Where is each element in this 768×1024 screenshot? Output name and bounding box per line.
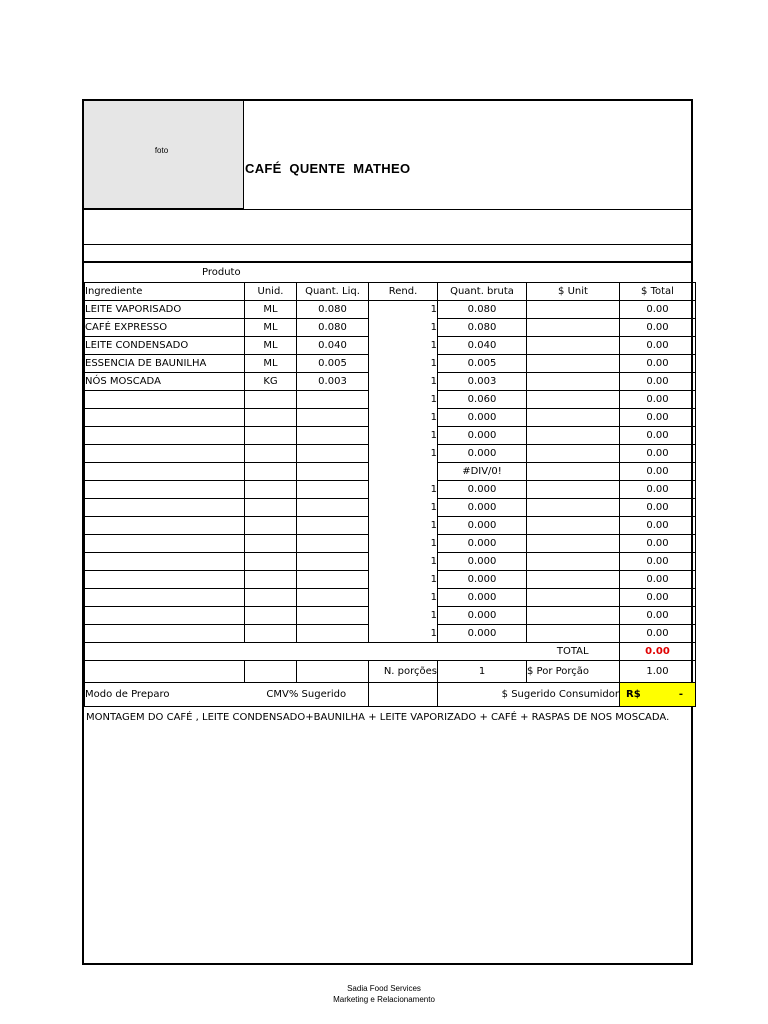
recipe-title: CAFÉ QUENTE MATHEO bbox=[245, 161, 411, 176]
rend-cell: 1 bbox=[369, 553, 438, 571]
total-cell: 0.00 bbox=[620, 427, 696, 445]
rend-cell: 1 bbox=[369, 319, 438, 337]
quant-liq-cell: 0.040 bbox=[297, 337, 369, 355]
quant-bruta-cell: 0.000 bbox=[438, 517, 527, 535]
unid-cell bbox=[245, 571, 297, 589]
rend-cell: 1 bbox=[369, 445, 438, 463]
recipe-sheet bbox=[82, 99, 693, 965]
unit-price-cell bbox=[527, 355, 620, 373]
col-header-unit-price: $ Unit bbox=[527, 283, 620, 301]
unit-price-cell bbox=[527, 607, 620, 625]
total-cell: 0.00 bbox=[620, 319, 696, 337]
col-header-unid: Unid. bbox=[245, 283, 297, 301]
quant-bruta-cell: 0.040 bbox=[438, 337, 527, 355]
total-value: 0.00 bbox=[620, 643, 696, 661]
table-header-row bbox=[85, 283, 696, 301]
quant-liq-cell: 0.080 bbox=[297, 319, 369, 337]
porcoes-value: 1 bbox=[438, 661, 527, 683]
unit-price-cell bbox=[527, 319, 620, 337]
total-cell: 0.00 bbox=[620, 337, 696, 355]
porcoes-label: N. porções bbox=[369, 661, 438, 683]
unit-price-cell bbox=[527, 589, 620, 607]
table-row bbox=[85, 301, 696, 319]
quant-liq-cell bbox=[297, 481, 369, 499]
total-cell: 0.00 bbox=[620, 391, 696, 409]
total-cell: 0.00 bbox=[620, 535, 696, 553]
por-porcao-value: 1.00 bbox=[620, 661, 696, 683]
quant-liq-cell: 0.080 bbox=[297, 301, 369, 319]
table-row bbox=[85, 409, 696, 427]
cmv-label: CMV% Sugerido bbox=[245, 683, 369, 707]
col-header-quant-bruta: Quant. bruta bbox=[438, 283, 527, 301]
quant-liq-cell bbox=[297, 427, 369, 445]
quant-bruta-cell: 0.080 bbox=[438, 301, 527, 319]
ingrediente-cell bbox=[85, 607, 245, 625]
unid-cell: KG bbox=[245, 373, 297, 391]
sugerido-value-cell bbox=[620, 683, 696, 707]
total-label: TOTAL bbox=[527, 643, 620, 661]
unid-cell bbox=[245, 481, 297, 499]
table-row bbox=[85, 517, 696, 535]
total-cell: 0.00 bbox=[620, 553, 696, 571]
ingrediente-cell bbox=[85, 589, 245, 607]
quant-bruta-cell: 0.080 bbox=[438, 319, 527, 337]
total-cell: 0.00 bbox=[620, 625, 696, 643]
unit-price-cell bbox=[527, 625, 620, 643]
ingrediente-cell: CAFÉ EXPRESSO bbox=[85, 319, 245, 337]
quant-liq-cell bbox=[297, 445, 369, 463]
modo-label: Modo de Preparo bbox=[85, 683, 245, 707]
quant-liq-cell bbox=[297, 589, 369, 607]
rend-cell: 1 bbox=[369, 409, 438, 427]
quant-bruta-cell: 0.000 bbox=[438, 625, 527, 643]
unid-cell bbox=[245, 427, 297, 445]
table-row bbox=[85, 427, 696, 445]
quant-bruta-cell: 0.000 bbox=[438, 553, 527, 571]
col-header-quant-liq: Quant. Liq. bbox=[297, 283, 369, 301]
table-row bbox=[85, 499, 696, 517]
unid-cell bbox=[245, 535, 297, 553]
photo-label: foto bbox=[154, 146, 169, 155]
total-cell: 0.00 bbox=[620, 355, 696, 373]
table-row bbox=[85, 571, 696, 589]
rend-cell: 1 bbox=[369, 625, 438, 643]
unit-price-cell bbox=[527, 517, 620, 535]
total-cell: 0.00 bbox=[620, 517, 696, 535]
divider bbox=[84, 209, 691, 210]
rend-cell: 1 bbox=[369, 535, 438, 553]
rend-cell: 1 bbox=[369, 427, 438, 445]
quant-liq-cell bbox=[297, 571, 369, 589]
rend-cell: 1 bbox=[369, 301, 438, 319]
ingrediente-cell bbox=[85, 463, 245, 481]
unid-cell bbox=[245, 499, 297, 517]
col-header-total: $ Total bbox=[620, 283, 696, 301]
divider bbox=[84, 261, 691, 263]
ingrediente-cell bbox=[85, 391, 245, 409]
quant-bruta-cell: 0.000 bbox=[438, 607, 527, 625]
quant-bruta-cell: 0.000 bbox=[438, 499, 527, 517]
quant-bruta-cell: #DIV/0! bbox=[438, 463, 527, 481]
unid-cell: ML bbox=[245, 337, 297, 355]
photo-placeholder bbox=[84, 101, 244, 209]
quant-liq-cell bbox=[297, 409, 369, 427]
quant-bruta-cell: 0.000 bbox=[438, 409, 527, 427]
table-row bbox=[85, 607, 696, 625]
ingrediente-cell: LEITE VAPORISADO bbox=[85, 301, 245, 319]
table-row bbox=[85, 481, 696, 499]
unit-price-cell bbox=[527, 301, 620, 319]
unid-cell bbox=[245, 409, 297, 427]
unid-cell: ML bbox=[245, 355, 297, 373]
unit-price-cell bbox=[527, 499, 620, 517]
table-row bbox=[85, 445, 696, 463]
table-row bbox=[85, 391, 696, 409]
unit-price-cell bbox=[527, 427, 620, 445]
unid-cell bbox=[245, 445, 297, 463]
rend-cell: 1 bbox=[369, 517, 438, 535]
ingrediente-cell bbox=[85, 481, 245, 499]
quant-liq-cell bbox=[297, 499, 369, 517]
ingrediente-cell bbox=[85, 499, 245, 517]
total-cell: 0.00 bbox=[620, 301, 696, 319]
rend-cell: 1 bbox=[369, 337, 438, 355]
rend-cell: 1 bbox=[369, 481, 438, 499]
quant-bruta-cell: 0.000 bbox=[438, 445, 527, 463]
unit-price-cell bbox=[527, 391, 620, 409]
quant-bruta-cell: 0.000 bbox=[438, 481, 527, 499]
porcoes-row bbox=[85, 661, 696, 683]
currency-label: R$ bbox=[626, 689, 641, 700]
unit-price-cell bbox=[527, 337, 620, 355]
total-cell: 0.00 bbox=[620, 607, 696, 625]
produto-label: Produto bbox=[202, 267, 241, 278]
sugerido-value: - bbox=[678, 689, 683, 700]
unid-cell: ML bbox=[245, 319, 297, 337]
rend-cell: 1 bbox=[369, 571, 438, 589]
unit-price-cell bbox=[527, 373, 620, 391]
quant-liq-cell bbox=[297, 607, 369, 625]
ingrediente-cell bbox=[85, 445, 245, 463]
unid-cell: ML bbox=[245, 301, 297, 319]
quant-liq-cell bbox=[297, 391, 369, 409]
rend-cell: 1 bbox=[369, 499, 438, 517]
modo-row bbox=[85, 683, 696, 707]
unid-cell bbox=[245, 589, 297, 607]
quant-liq-cell: 0.003 bbox=[297, 373, 369, 391]
unid-cell bbox=[245, 463, 297, 481]
ingrediente-cell: LEITE CONDENSADO bbox=[85, 337, 245, 355]
ingrediente-cell bbox=[85, 427, 245, 445]
rend-cell bbox=[369, 463, 438, 481]
table-row bbox=[85, 373, 696, 391]
unid-cell bbox=[245, 625, 297, 643]
quant-liq-cell bbox=[297, 463, 369, 481]
quant-bruta-cell: 0.005 bbox=[438, 355, 527, 373]
quant-bruta-cell: 0.003 bbox=[438, 373, 527, 391]
ingrediente-cell bbox=[85, 535, 245, 553]
footer-company: Sadia Food Services bbox=[347, 984, 421, 993]
quant-bruta-cell: 0.000 bbox=[438, 589, 527, 607]
total-cell: 0.00 bbox=[620, 589, 696, 607]
table-row bbox=[85, 535, 696, 553]
quant-bruta-cell: 0.000 bbox=[438, 427, 527, 445]
total-cell: 0.00 bbox=[620, 373, 696, 391]
quant-liq-cell: 0.005 bbox=[297, 355, 369, 373]
quant-bruta-cell: 0.000 bbox=[438, 571, 527, 589]
col-header-rend: Rend. bbox=[369, 283, 438, 301]
quant-bruta-cell: 0.000 bbox=[438, 535, 527, 553]
rend-cell: 1 bbox=[369, 373, 438, 391]
total-cell: 0.00 bbox=[620, 409, 696, 427]
por-porcao-label: $ Por Porção bbox=[527, 661, 620, 683]
table-row bbox=[85, 319, 696, 337]
unit-price-cell bbox=[527, 445, 620, 463]
footer-department: Marketing e Relacionamento bbox=[333, 995, 435, 1004]
footer bbox=[0, 983, 768, 1005]
col-header-ingrediente: Ingrediente bbox=[85, 283, 245, 301]
total-cell: 0.00 bbox=[620, 571, 696, 589]
unid-cell bbox=[245, 607, 297, 625]
rend-cell: 1 bbox=[369, 391, 438, 409]
rend-cell: 1 bbox=[369, 607, 438, 625]
ingrediente-cell bbox=[85, 409, 245, 427]
ingrediente-cell bbox=[85, 517, 245, 535]
total-cell: 0.00 bbox=[620, 481, 696, 499]
unit-price-cell bbox=[527, 463, 620, 481]
table-row bbox=[85, 553, 696, 571]
ingrediente-cell bbox=[85, 553, 245, 571]
rend-cell: 1 bbox=[369, 355, 438, 373]
ingredients-table bbox=[84, 282, 696, 707]
table-row bbox=[85, 355, 696, 373]
total-cell: 0.00 bbox=[620, 463, 696, 481]
quant-liq-cell bbox=[297, 553, 369, 571]
table-row bbox=[85, 463, 696, 481]
unit-price-cell bbox=[527, 553, 620, 571]
unid-cell bbox=[245, 553, 297, 571]
table-row bbox=[85, 589, 696, 607]
unit-price-cell bbox=[527, 535, 620, 553]
quant-liq-cell bbox=[297, 625, 369, 643]
total-cell: 0.00 bbox=[620, 445, 696, 463]
sugerido-label: $ Sugerido Consumidor bbox=[438, 683, 620, 707]
unit-price-cell bbox=[527, 571, 620, 589]
preparo-text: MONTAGEM DO CAFÉ , LEITE CONDENSADO+BAUNILHA + LEITE VAPORIZADO + CAFÉ + RASPAS DE NOS MOSCADA. bbox=[86, 712, 670, 723]
unit-price-cell bbox=[527, 481, 620, 499]
ingrediente-cell: ESSENCIA DE BAUNILHA bbox=[85, 355, 245, 373]
divider bbox=[84, 244, 691, 245]
table-row bbox=[85, 337, 696, 355]
unid-cell bbox=[245, 517, 297, 535]
ingrediente-cell bbox=[85, 571, 245, 589]
ingrediente-cell: NÓS MOSCADA bbox=[85, 373, 245, 391]
table-row bbox=[85, 625, 696, 643]
quant-liq-cell bbox=[297, 535, 369, 553]
quant-liq-cell bbox=[297, 517, 369, 535]
unit-price-cell bbox=[527, 409, 620, 427]
ingrediente-cell bbox=[85, 625, 245, 643]
total-cell: 0.00 bbox=[620, 499, 696, 517]
quant-bruta-cell: 0.060 bbox=[438, 391, 527, 409]
rend-cell: 1 bbox=[369, 589, 438, 607]
unid-cell bbox=[245, 391, 297, 409]
total-row bbox=[85, 643, 696, 661]
